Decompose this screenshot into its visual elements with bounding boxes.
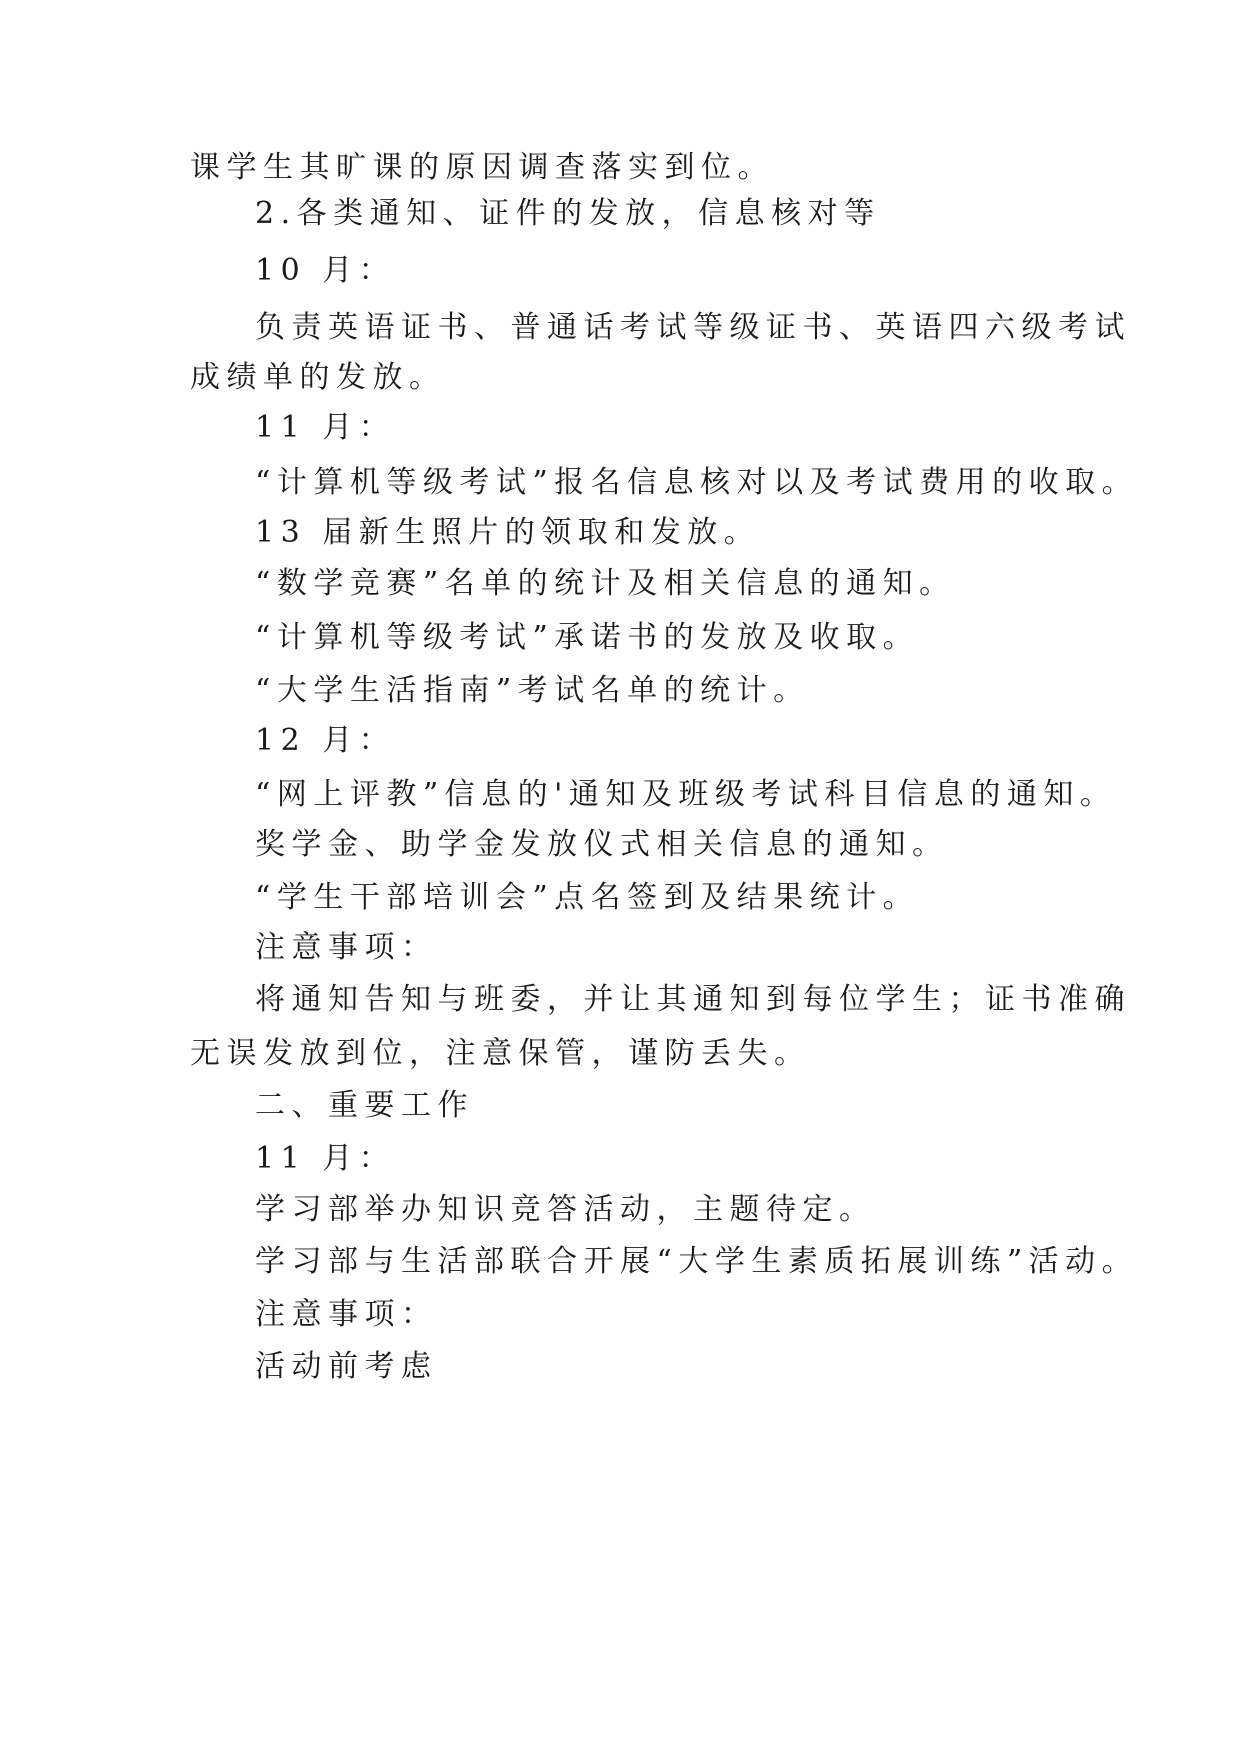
paragraph-line: “计算机等级考试”报名信息核对以及考试费用的收取。 — [255, 465, 1139, 500]
paragraph-line: 13 届新生照片的领取和发放。 — [255, 515, 761, 550]
paragraph-line: 学习部举办知识竞答活动，主题待定。 — [255, 1192, 876, 1227]
paragraph-line: 负责英语证书、普通话考试等级证书、英语四六级考试 — [255, 310, 1131, 345]
paragraph-line: 活动前考虑 — [255, 1349, 438, 1384]
paragraph-line: 课学生其旷课的原因调查落实到位。 — [190, 150, 774, 185]
paragraph-line: 成绩单的发放。 — [190, 360, 446, 395]
month-label: 10 月： — [255, 253, 396, 288]
section-heading: 2.各类通知、证件的发放，信息核对等 — [255, 196, 881, 231]
month-label: 12 月： — [255, 723, 396, 758]
paragraph-line: “计算机等级考试”承诺书的发放及收取。 — [255, 620, 920, 655]
notes-heading: 注意事项： — [255, 930, 438, 965]
section-heading: 二、重要工作 — [255, 1088, 474, 1123]
paragraph-line: 奖学金、助学金发放仪式相关信息的通知。 — [255, 827, 949, 862]
paragraph-line: 将通知告知与班委，并让其通知到每位学生；证书准确 — [255, 982, 1131, 1017]
paragraph-line: “大学生活指南”考试名单的统计。 — [255, 673, 810, 708]
paragraph-line: “学生干部培训会”点名签到及结果统计。 — [255, 880, 920, 915]
paragraph-line: 学习部与生活部联合开展“大学生素质拓展训练”活动。 — [255, 1244, 1139, 1279]
notes-heading: 注意事项： — [255, 1297, 438, 1332]
paragraph-line: “网上评教”信息的'通知及班级考试科目信息的通知。 — [255, 777, 1117, 812]
paragraph-line: “数学竞赛”名单的统计及相关信息的通知。 — [255, 566, 956, 601]
paragraph-line: 无误发放到位，注意保管，谨防丢失。 — [190, 1036, 811, 1071]
month-label: 11 月： — [255, 410, 396, 445]
month-label: 11 月： — [255, 1141, 396, 1176]
